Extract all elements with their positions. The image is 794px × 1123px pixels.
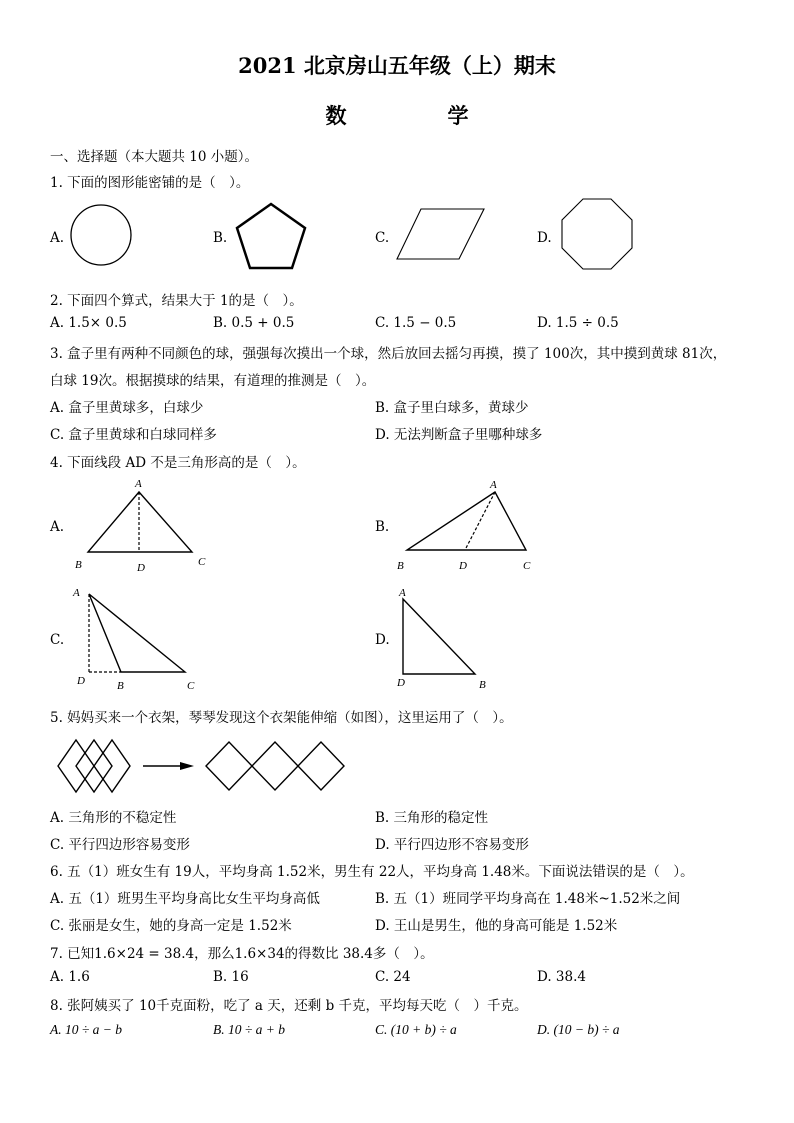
q7-option-a: A. 1.6 [50,969,90,985]
question-1: 1. 下面的图形能密铺的是（ ）。 [50,175,250,191]
label-b: B [117,680,124,692]
question-3-line-1: 3. 盒子里有两种不同颜色的球，强强每次摸出一个球，然后放回去摇匀再摸，摸了 100次，其中摸到黄球 81次， [50,346,727,362]
q3-option-b: B. 盒子里白球多，黄球少 [375,400,529,416]
q6-option-b: B. 五（1）班同学平均身高在 1.48米~1.52米之间 [375,891,681,907]
q1-option-d: D. [537,230,552,246]
q7-option-d: D. 38.4 [537,969,586,985]
q7-option-b: B. 16 [213,969,249,985]
question-4: 4. 下面线段 AD 不是三角形高的是（ ）。 [50,455,306,471]
triangle-c-diagram [70,584,220,694]
pentagon-icon [235,202,307,272]
label-a: A [490,479,497,491]
q3-option-a: A. 盒子里黄球多，白球少 [50,400,204,416]
q4-option-a: A. [50,519,65,535]
page-title: 2021 北京房山五年级（上）期末 [238,53,556,78]
label-c: C [523,560,531,572]
hanger-extended [206,742,344,790]
q2-option-d: D. 1.5 ÷ 0.5 [537,315,619,331]
q7-option-c: C. 24 [375,969,411,985]
q4-option-c: C. [50,632,65,648]
label-a: A [135,478,142,490]
q2-option-c: C. 1.5 − 0.5 [375,315,457,331]
label-d: D [397,677,405,689]
parallelogram-icon [396,207,486,261]
question-5: 5. 妈妈买来一个衣架，琴琴发现这个衣架能伸缩（如图），这里运用了（ ）。 [50,710,513,726]
label-b: B [397,560,404,572]
label-d: D [77,675,85,687]
label-a: A [73,587,80,599]
q4-option-d: D. [375,632,390,648]
label-c: C [198,556,206,568]
q6-option-d: D. 王山是男生，他的身高可能是 1.52米 [375,918,618,934]
q8-option-c: C. (10 + b) ÷ a [375,1022,457,1037]
q8-option-b: B. 10 ÷ a + b [213,1022,286,1037]
triangle-d-diagram [395,584,515,694]
q1-option-b: B. [213,230,228,246]
q4-option-b: B. [375,519,390,535]
q2-option-a: A. 1.5× 0.5 [50,315,127,331]
section-heading: 一、选择题（本大题共 10 小题）。 [50,149,259,165]
triangle-b-diagram [395,476,545,576]
label-b: B [479,679,486,691]
q1-option-c: C. [375,230,390,246]
question-6: 6. 五（1）班女生有 19人，平均身高 1.52米，男生有 22人，平均身高 1.48米。下面说法错误的是（ ）。 [50,864,694,880]
arrow-right-icon [143,762,194,770]
q6-option-a: A. 五（1）班男生平均身高比女生平均身高低 [50,891,320,907]
label-c: C [187,680,195,692]
q5-option-d: D. 平行四边形不容易变形 [375,837,529,853]
question-2: 2. 下面四个算式，结果大于 1的是（ ）。 [50,293,303,309]
label-b: B [75,559,82,571]
circle-icon [70,204,134,268]
question-7: 7. 已知1.6×24 = 38.4，那么1.6×34的得数比 38.4多（ ）。 [50,946,434,962]
label-d: D [459,560,467,572]
q8-option-d: D. (10 − b) ÷ a [537,1022,620,1037]
octagon-icon [561,198,635,272]
q5-option-c: C. 平行四边形容易变形 [50,837,190,853]
q1-option-a: A. [50,230,65,246]
label-a: A [399,587,406,599]
hanger-diagram [58,738,348,798]
subject-title: 数 学 [325,103,509,128]
q2-option-b: B. 0.5 + 0.5 [213,315,295,331]
q5-option-b: B. 三角形的稳定性 [375,810,489,826]
q8-option-a: A. 10 ÷ a − b [50,1022,123,1037]
question-8: 8. 张阿姨买了 10千克面粉，吃了 a 天，还剩 b 千克，平均每天吃（ ）千克。 [50,998,528,1014]
q6-option-c: C. 张丽是女生，她的身高一定是 1.52米 [50,918,292,934]
q3-option-d: D. 无法判断盒子里哪种球多 [375,427,543,443]
q5-option-a: A. 三角形的不稳定性 [50,810,177,826]
hanger-folded [58,740,130,792]
label-d: D [137,562,145,574]
triangle-a-diagram [70,476,220,576]
q3-option-c: C. 盒子里黄球和白球同样多 [50,427,217,443]
question-3-line-2: 白球 19次。根据摸球的结果，有道理的推测是（ ）。 [50,373,376,389]
